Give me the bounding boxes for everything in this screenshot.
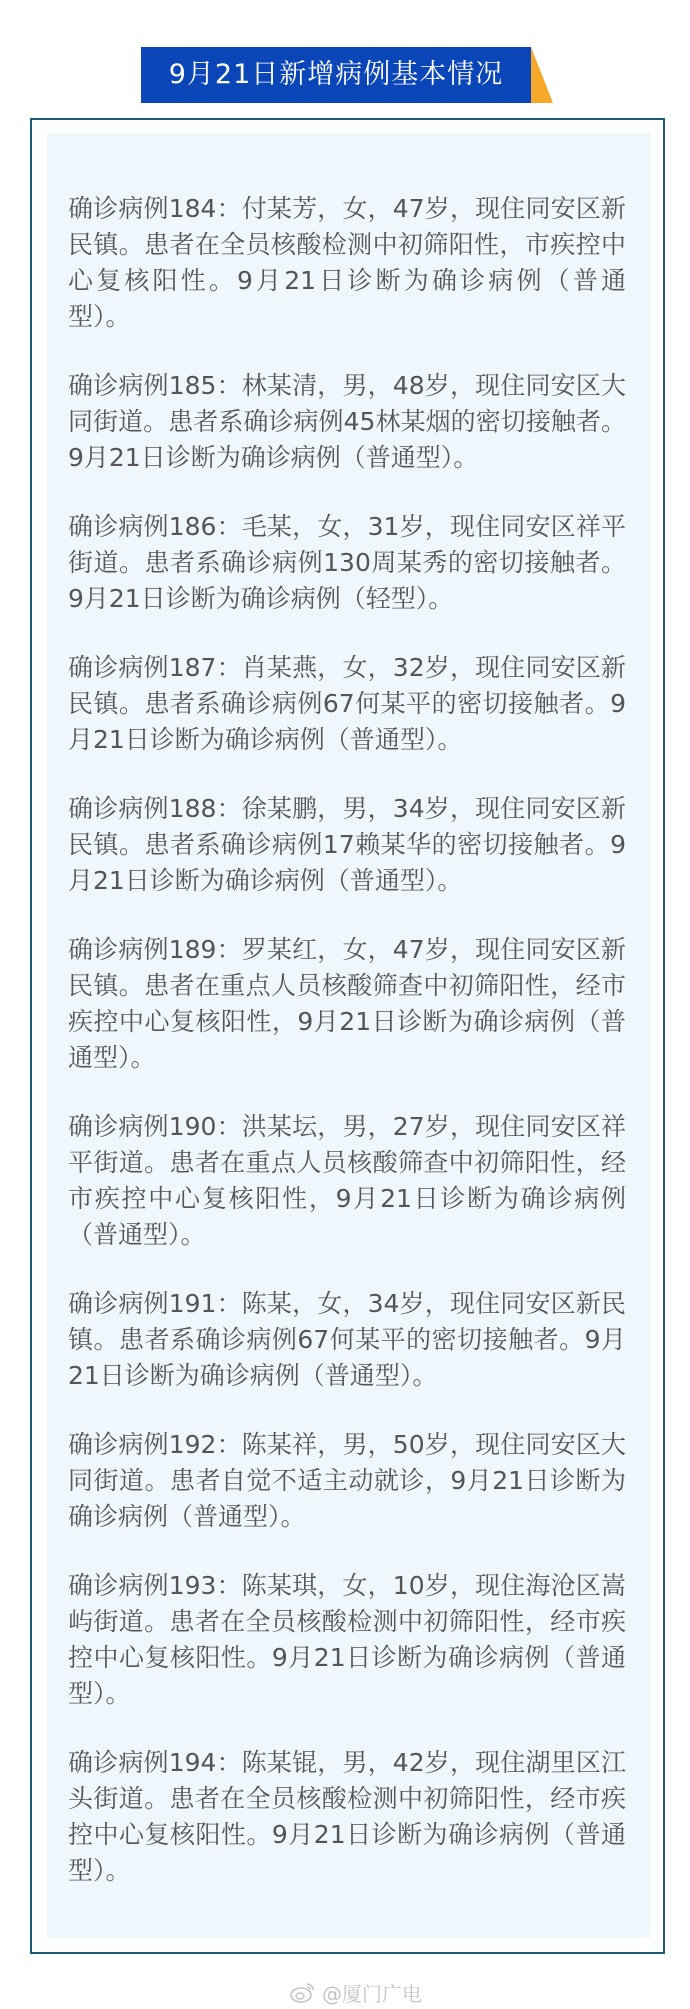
case-text-line: 确诊病例186：毛某，女，31岁，现住同安区祥平 (68, 512, 626, 541)
banner-accent-triangle (531, 47, 553, 103)
case-entry (68, 1286, 626, 1394)
case-entry (68, 368, 626, 476)
case-list (68, 191, 626, 1922)
case-text-line: 21日诊断为确诊病例（普通型）。 (68, 1361, 438, 1390)
case-text-line: 9月21日诊断为确诊病例（轻型）。 (68, 584, 454, 613)
case-text-line: 同街道。患者自觉不适主动就诊，9月21日诊断为 (68, 1466, 626, 1495)
case-text-line: 确诊病例（普通型）。 (68, 1502, 306, 1531)
case-text-line: 确诊病例185：林某清，男，48岁，现住同安区大 (68, 371, 626, 400)
case-text-line: 型）。 (68, 302, 131, 331)
case-text-line: 确诊病例194：陈某锟，男，42岁，现住湖里区江 (68, 1748, 626, 1777)
case-text-line: 同街道。患者系确诊病例45林某烟的密切接触者。 (68, 407, 626, 436)
case-text-line: 控中心复核阳性。9月21日诊断为确诊病例（普通 (68, 1820, 626, 1849)
case-entry (68, 1109, 626, 1253)
case-text-line: 确诊病例188：徐某鹏，男，34岁，现住同安区新 (68, 794, 626, 823)
case-entry (68, 1427, 626, 1535)
case-text-line: （普通型）。 (68, 1220, 206, 1249)
watermark-text: @厦门广电 (322, 1981, 422, 2006)
case-text-line: 街道。患者系确诊病例130周某秀的密切接触者。 (68, 548, 626, 577)
case-text-line: 市疾控中心复核阳性，9月21日诊断为确诊病例 (68, 1184, 626, 1213)
case-text-line: 确诊病例187：肖某燕，女，32岁，现住同安区新 (68, 653, 626, 682)
case-text-line: 头街道。患者在全员核酸检测中初筛阳性，经市疾 (68, 1784, 626, 1813)
case-text-line: 民镇。患者在全员核酸检测中初筛阳性，市疾控中 (68, 230, 626, 259)
case-text-line: 确诊病例184：付某芳，女，47岁，现住同安区新 (68, 194, 626, 223)
case-text-line: 镇。患者系确诊病例67何某平的密切接触者。9月 (68, 1325, 626, 1354)
weibo-icon (290, 1981, 316, 2003)
case-text-line: 型）。 (68, 1679, 131, 1708)
case-text-line: 型）。 (68, 1856, 131, 1885)
case-entry (68, 1745, 626, 1889)
case-text-line: 确诊病例191：陈某，女，34岁，现住同安区新民 (68, 1289, 626, 1318)
watermark (290, 1978, 422, 2006)
case-text-line: 民镇。患者系确诊病例67何某平的密切接触者。9 (68, 689, 626, 718)
case-text-line: 月21日诊断为确诊病例（普通型）。 (68, 725, 463, 754)
page-title: 9月21日新增病例基本情况 (141, 47, 531, 103)
case-entry (68, 1568, 626, 1712)
case-entry (68, 650, 626, 758)
case-text-line: 屿街道。患者在全员核酸检测中初筛阳性，经市疾 (68, 1607, 626, 1636)
case-entry (68, 509, 626, 617)
case-text-line: 9月21日诊断为确诊病例（普通型）。 (68, 443, 479, 472)
case-entry (68, 191, 626, 335)
case-text-line: 确诊病例189：罗某红，女，47岁，现住同安区新 (68, 935, 626, 964)
case-entry (68, 932, 626, 1076)
case-text-line: 月21日诊断为确诊病例（普通型）。 (68, 866, 463, 895)
case-text-line: 确诊病例192：陈某祥，男，50岁，现住同安区大 (68, 1430, 626, 1459)
case-text-line: 民镇。患者系确诊病例17赖某华的密切接触者。9 (68, 830, 626, 859)
case-text-line: 确诊病例193：陈某琪，女，10岁，现住海沧区嵩 (68, 1571, 626, 1600)
case-text-line: 疾控中心复核阳性，9月21日诊断为确诊病例（普 (68, 1007, 626, 1036)
case-text-line: 平街道。患者在重点人员核酸筛查中初筛阳性，经 (68, 1148, 626, 1177)
case-text-line: 确诊病例190：洪某坛，男，27岁，现住同安区祥 (68, 1112, 626, 1141)
case-text-line: 控中心复核阳性。9月21日诊断为确诊病例（普通 (68, 1643, 626, 1672)
case-text-line: 通型）。 (68, 1043, 156, 1072)
case-entry (68, 791, 626, 899)
case-text-line: 民镇。患者在重点人员核酸筛查中初筛阳性，经市 (68, 971, 626, 1000)
case-text-line: 心复核阳性。9月21日诊断为确诊病例（普通 (68, 266, 626, 295)
